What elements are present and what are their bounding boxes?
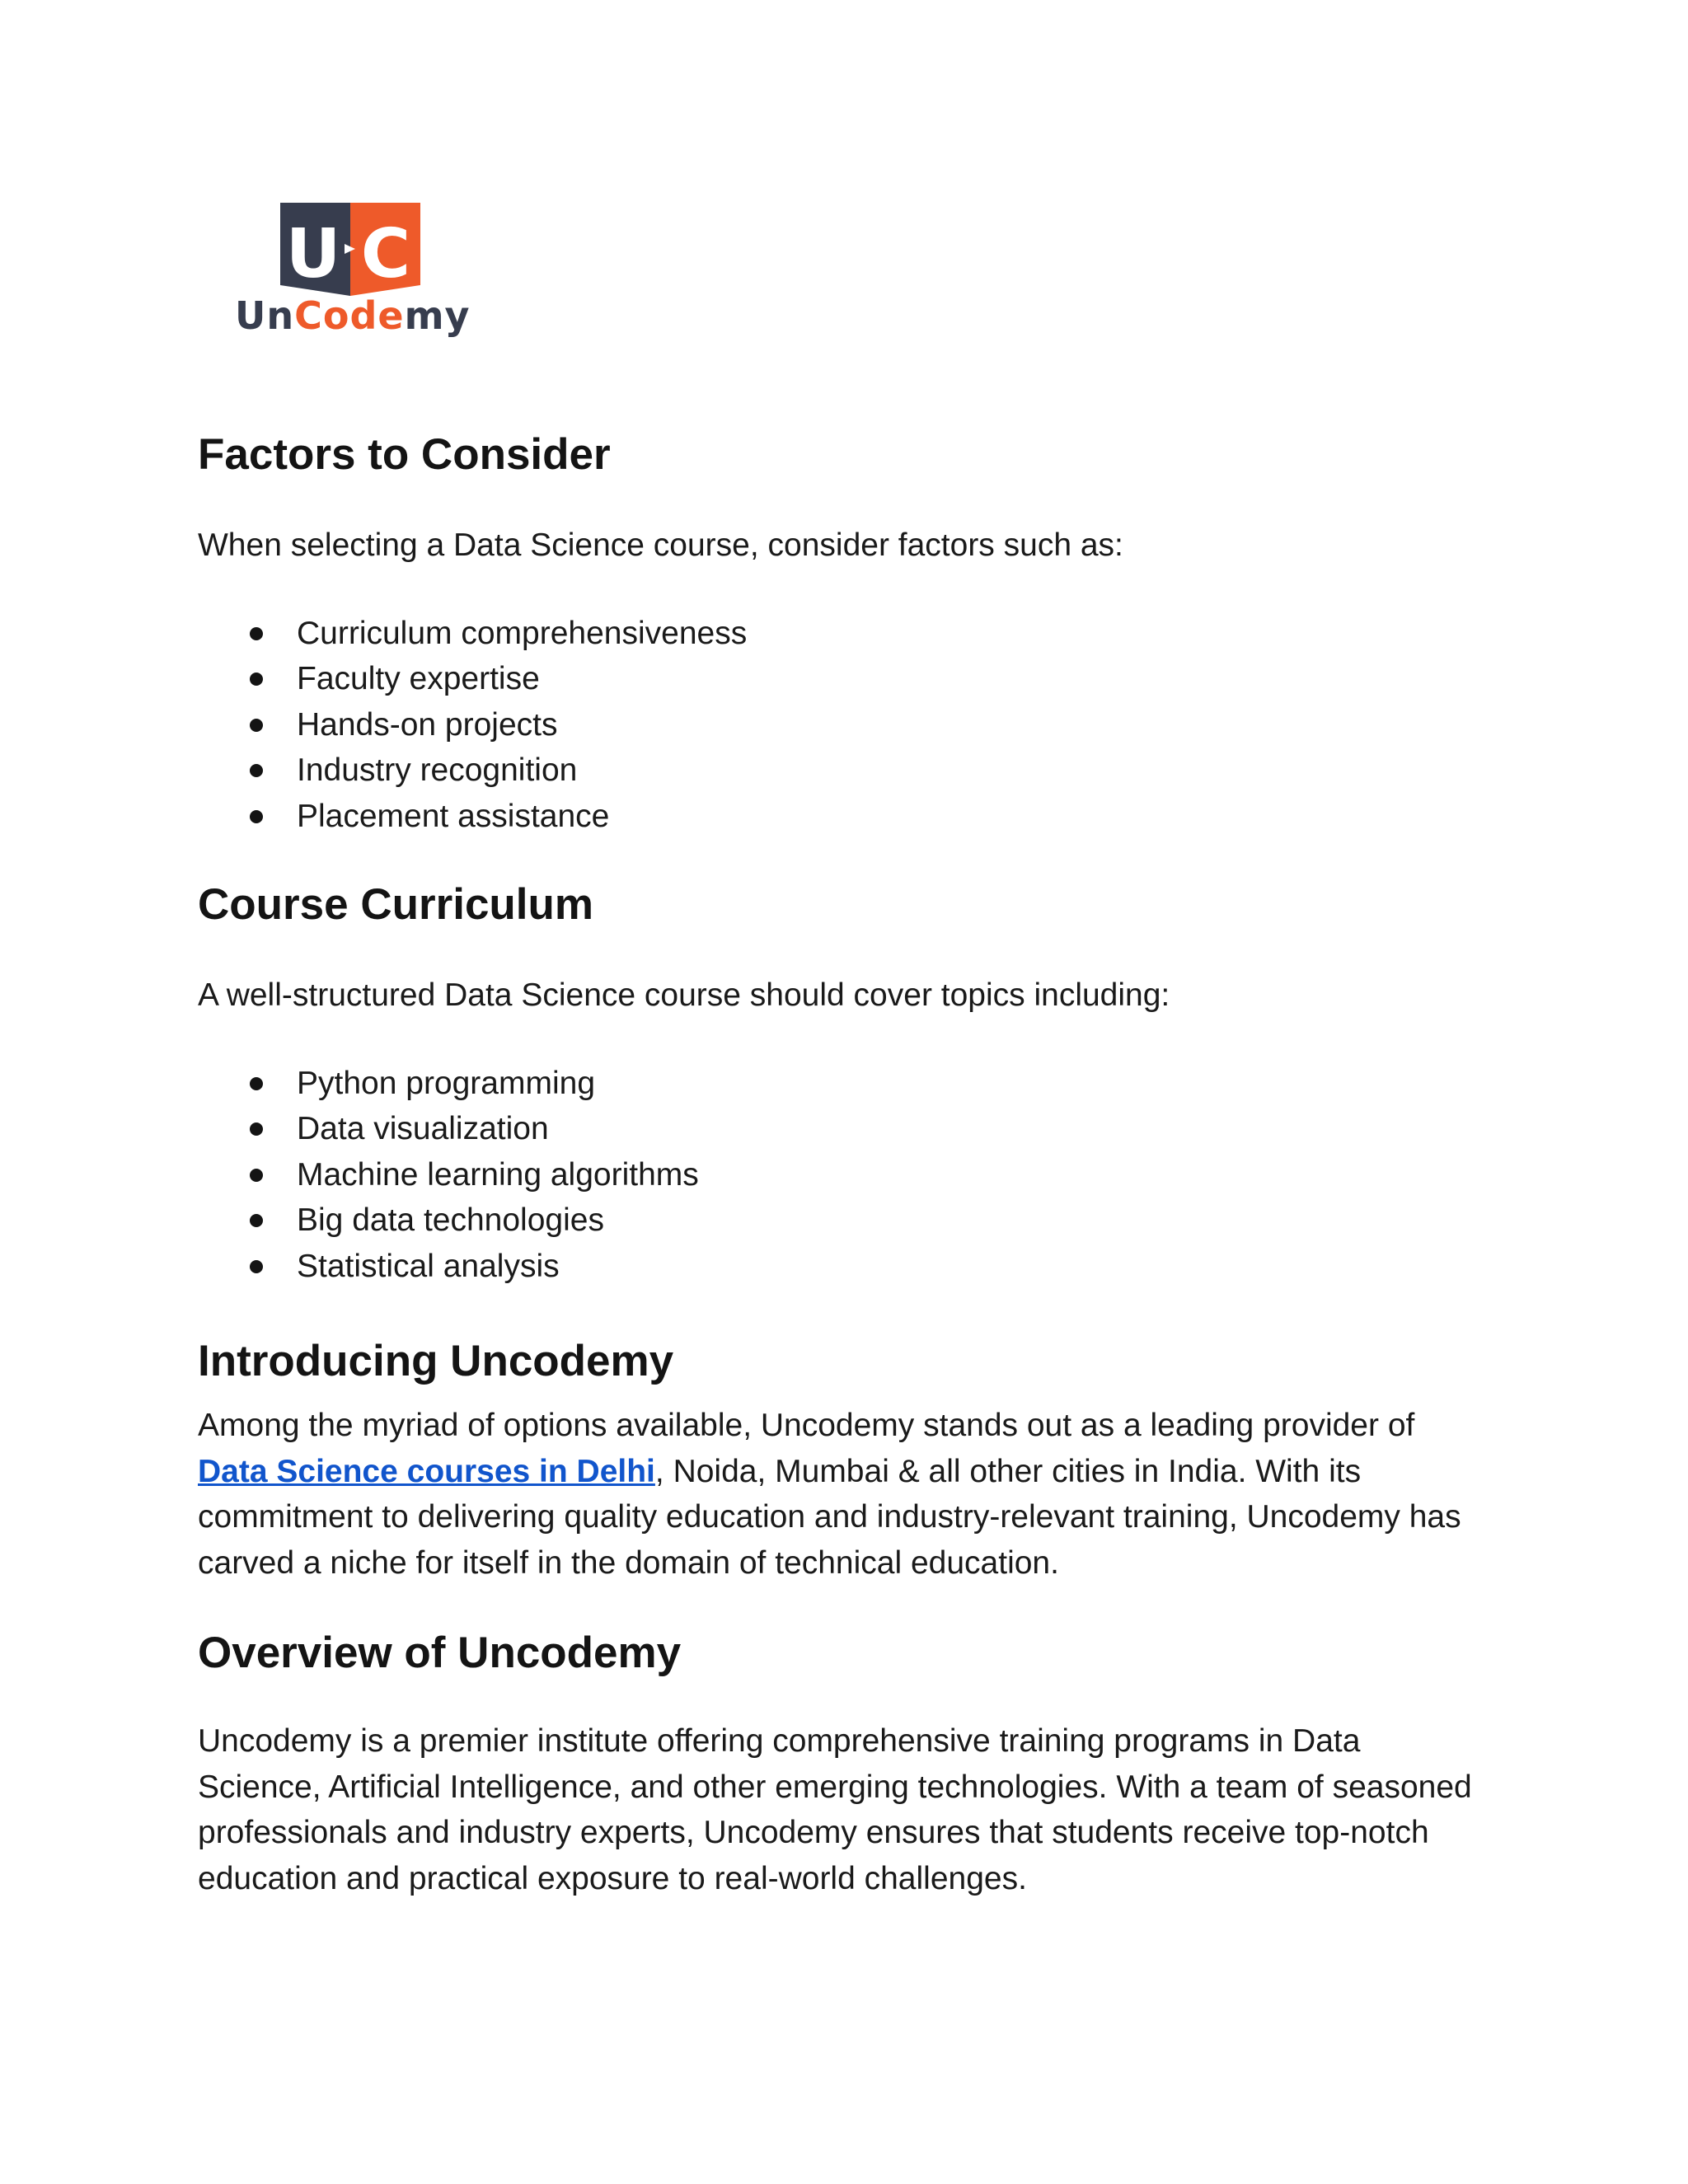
list-item — [198, 1244, 1484, 1290]
bullet-icon — [250, 810, 263, 823]
bullet-icon — [250, 673, 263, 686]
introducing-text-after-link: , Noida, Mumbai & all other cities in India. With its commitment to delivering quality education and industry-relevant training, Uncodemy has carved a niche for itself in the domain of technical education. — [198, 1453, 1461, 1581]
list-item-text: Industry recognition — [297, 752, 578, 788]
introducing-text-before-link: Among the myriad of options available, Uncodemy stands out as a leading provider of — [198, 1408, 1415, 1443]
list-item-text: Hands-on projects — [297, 706, 558, 743]
logo-word-code: Code — [294, 293, 405, 338]
list-item — [198, 748, 1484, 794]
document-content — [198, 422, 1484, 1901]
list-item — [198, 1152, 1484, 1198]
logo-word-my: my — [404, 293, 471, 338]
factors-list — [198, 611, 1484, 840]
factors-intro: When selecting a Data Science course, consider factors such as: — [198, 527, 1123, 563]
logo-letter-u: U — [285, 215, 341, 293]
bullet-icon — [250, 764, 263, 777]
curriculum-list — [198, 1061, 1484, 1290]
bullet-icon — [250, 627, 263, 640]
list-item-text: Data visualization — [297, 1111, 549, 1146]
heading-overview-uncodemy: Overview of Uncodemy — [198, 1629, 682, 1677]
introducing-paragraph — [198, 1403, 1484, 1586]
overview-paragraph: Uncodemy is a premier institute offering comprehensive training programs in Data Science, Artificial Intelligence, and other emerging technologies. With a team of seasoned professionals and industry experts, Uncodemy ensures that students receive top-notch education and practical exposure to real-world challenges. — [198, 1723, 1472, 1896]
bullet-icon — [250, 1077, 263, 1090]
list-item — [198, 794, 1484, 840]
logo-word-un: Un — [235, 293, 295, 338]
list-item-text: Faculty expertise — [297, 661, 540, 696]
list-item — [198, 656, 1484, 702]
list-item — [198, 702, 1484, 748]
list-item-text: Placement assistance — [297, 798, 610, 834]
heading-course-curriculum: Course Curriculum — [198, 880, 594, 929]
list-item-text: Machine learning algorithms — [297, 1156, 699, 1193]
curriculum-intro: A well-structured Data Science course should cover topics including: — [198, 977, 1170, 1013]
uc-logo-mark — [280, 203, 420, 296]
list-item-text: Statistical analysis — [297, 1248, 560, 1284]
logo-wordmark — [235, 293, 471, 338]
logo-letter-c: C — [360, 215, 411, 293]
uncodemy-logo — [235, 203, 471, 351]
bullet-icon — [250, 719, 263, 732]
list-item — [198, 1061, 1484, 1107]
data-science-courses-delhi-link[interactable]: Data Science courses in Delhi — [198, 1453, 655, 1489]
heading-introducing-uncodemy: Introducing Uncodemy — [198, 1337, 674, 1385]
list-item — [198, 1197, 1484, 1244]
list-item-text: Curriculum comprehensiveness — [297, 615, 748, 651]
list-item — [198, 1106, 1484, 1152]
bullet-icon — [250, 1122, 263, 1136]
bullet-icon — [250, 1214, 263, 1227]
heading-factors: Factors to Consider — [198, 430, 611, 479]
bullet-icon — [250, 1169, 263, 1182]
list-item-text: Python programming — [297, 1065, 596, 1101]
bullet-icon — [250, 1260, 263, 1273]
list-item-text: Big data technologies — [297, 1202, 604, 1238]
list-item — [198, 611, 1484, 657]
